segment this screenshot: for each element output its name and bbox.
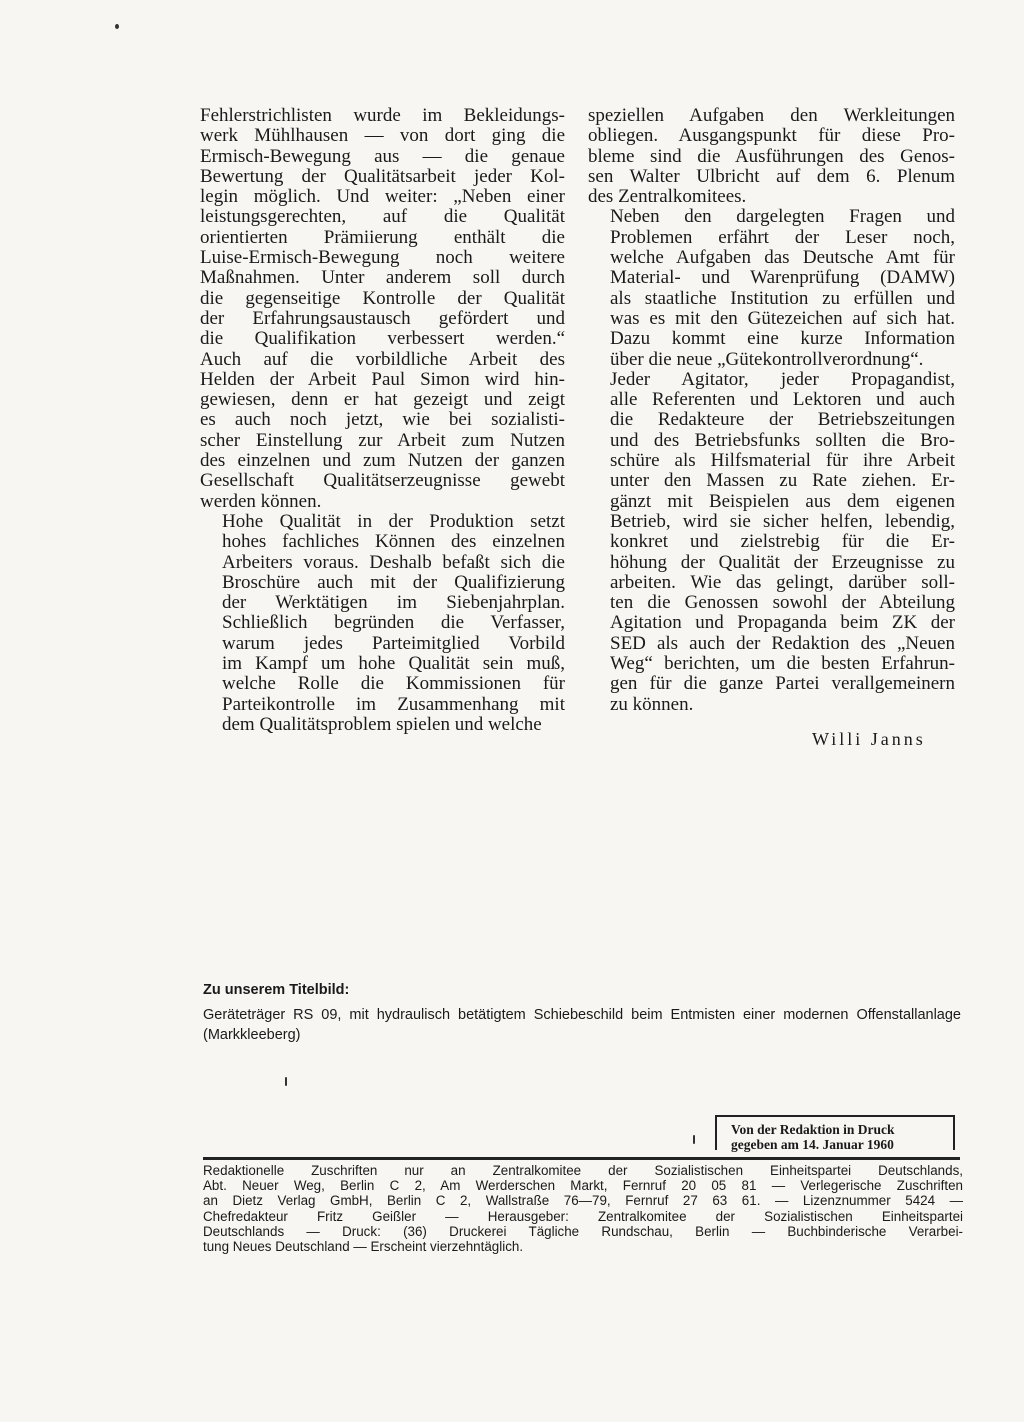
text-line: welche Aufgaben das Deutsche Amt für: [610, 247, 955, 269]
text-line: welche Rolle die Kommissionen für: [222, 673, 565, 695]
text-line: zu können.: [610, 693, 694, 715]
text-line: unter den Massen zu Rate ziehen. Er-: [610, 470, 955, 492]
paragraph: [200, 512, 565, 735]
imprint-line: an Dietz Verlag GmbH, Berlin C 2, Wallstraße 76—79, Fernruf 27 63 61. — Lizenznummer 5424 —: [203, 1193, 963, 1209]
text-line: schüre als Hilfsmaterial für ihre Arbeit: [610, 450, 955, 472]
text-line: Bewertung der Qualitätsarbeit jeder Kol-: [200, 165, 565, 187]
text-line: Neben den dargelegten Fragen und: [610, 206, 955, 228]
text-line: Weg“ berichten, um die besten Erfahrun-: [610, 653, 955, 675]
text-line: Schließlich begründen die Verfasser,: [222, 612, 565, 634]
text-line: als staatliche Institution zu erfüllen und: [610, 287, 955, 309]
text-line: Problemen erfährt der Leser noch,: [610, 226, 955, 248]
text-line: leistungsgerechten, auf die Qualität: [200, 206, 565, 228]
text-line: gänzt mit Beispielen aus dem eigenen: [610, 490, 955, 512]
text-line: über die neue „Gütekontrollverordnung“.: [610, 348, 924, 370]
press-date-box: [715, 1115, 955, 1150]
imprint-line: tung Neues Deutschland — Erscheint vierzehntäglich.: [203, 1239, 524, 1255]
text-line: SED als auch der Redaktion des „Neuen: [610, 632, 955, 654]
cover-caption-title: Zu unserem Titelbild:: [203, 982, 350, 998]
text-line: im Kampf um hohe Qualität sein muß,: [222, 653, 565, 675]
text-line: der Erfahrungsaustausch gefördert und: [200, 307, 565, 329]
right-column: [588, 106, 955, 715]
text-line: Maßnahmen. Unter anderem soll durch: [200, 267, 565, 289]
text-line: Jeder Agitator, jeder Propagandist,: [610, 368, 955, 390]
text-line: Agitation und Propaganda beim ZK der: [610, 612, 955, 634]
text-line: die Redakteure der Betriebszeitungen: [610, 409, 955, 431]
paragraph: [588, 370, 955, 715]
text-line: Dazu kommt eine kurze Information: [610, 328, 955, 350]
text-line: die Qualifikation verbessert werden.“: [200, 328, 565, 350]
cover-caption-text: Geräteträger RS 09, mit hydraulisch betätigtem Schiebeschild beim Entmisten einer modernen Offenstallanlage (Markkleeberg): [203, 1007, 961, 1043]
text-line: orientierten Prämiierung enthält die: [200, 226, 565, 248]
imprint-line: Chefredakteur Fritz Geißler — Herausgeber: Zentralkomitee der Sozialistischen Einheitspartei: [203, 1208, 963, 1224]
text-line: bleme sind die Ausführungen des Genos-: [588, 145, 955, 167]
text-line: gewiesen, denn er hat gezeigt und zeigt: [200, 389, 565, 411]
text-line: konkret und zielstrebig für die Er-: [610, 531, 955, 553]
print-speck: [285, 1077, 287, 1086]
text-line: sen Walter Ulbricht auf dem 6. Plenum: [588, 165, 955, 187]
text-line: höhung der Qualität der Erzeugnisse zu: [610, 551, 955, 573]
text-line: alle Referenten und Lektoren und auch: [610, 389, 955, 411]
text-line: Fehlerstrichlisten wurde im Bekleidungs-: [200, 105, 565, 126]
text-line: Arbeiters voraus. Deshalb befaßt sich die: [222, 551, 565, 573]
text-line: die gegenseitige Kontrolle der Qualität: [200, 287, 565, 309]
text-line: Luise-Ermisch-Bewegung noch weitere: [200, 247, 565, 269]
text-line: Betrieb, wird sie sicher helfen, lebendig,: [610, 510, 955, 532]
text-line: legin möglich. Und weiter: „Neben einer: [200, 186, 565, 208]
press-date-line-2: gegeben am 14. Januar 1960: [731, 1137, 894, 1152]
text-line: und des Betriebsfunks sollten die Bro-: [610, 429, 955, 451]
text-line: was es mit den Gütezeichen auf sich hat.: [610, 307, 955, 329]
text-line: Helden der Arbeit Paul Simon wird hin-: [200, 368, 565, 390]
imprint-line: Abt. Neuer Weg, Berlin C 2, Am Werderschen Markt, Fernruf 20 05 81 — Verlegerische Zuschriften: [203, 1178, 963, 1194]
imprint-line: Deutschlands — Druck: (36) Druckerei Tägliche Rundschau, Berlin — Buchbinderische Verarbei-: [203, 1223, 963, 1239]
text-line: es auch noch jetzt, wie bei sozialisti-: [200, 409, 565, 431]
text-line: Gesellschaft Qualitätserzeugnisse gewebt: [200, 470, 565, 492]
text-line: gen für die ganze Partei verallgemeinern: [610, 673, 955, 695]
imprint-rule: [203, 1157, 960, 1160]
text-line: Ermisch-Bewegung aus — die genaue: [200, 145, 565, 167]
text-line: Auch auf die vorbildliche Arbeit des: [200, 348, 565, 370]
text-line: werden können.: [200, 490, 322, 512]
text-line: werk Mühlhausen — von dort ging die: [200, 125, 565, 147]
text-line: hohes fachliches Können des einzelnen: [222, 531, 565, 553]
text-line: des einzelnen und zum Nutzen der ganzen: [200, 450, 565, 472]
imprint: [203, 1163, 963, 1254]
text-line: arbeiten. Wie das gelingt, darüber soll-: [610, 571, 955, 593]
paragraph: [200, 106, 565, 512]
author-signature: Willi Janns: [812, 729, 926, 749]
text-line: des Zentralkomitees.: [588, 186, 747, 208]
text-line: scher Einstellung zur Arbeit zum Nutzen: [200, 429, 565, 451]
text-line: speziellen Aufgaben den Werkleitungen: [588, 105, 955, 126]
text-line: Material- und Warenprüfung (DAMW): [610, 267, 955, 289]
text-line: Parteikontrolle im Zusammenhang mit: [222, 693, 565, 715]
press-date-line-1: Von der Redaktion in Druck: [731, 1122, 895, 1137]
text-line: Hohe Qualität in der Produktion setzt: [222, 510, 565, 532]
imprint-line: Redaktionelle Zuschriften nur an Zentralkomitee der Sozialistischen Einheitspartei Deutschlands,: [203, 1163, 963, 1178]
text-line: ten die Genossen sowohl der Abteilung: [610, 592, 955, 614]
text-line: Broschüre auch mit der Qualifizierung: [222, 571, 565, 593]
paragraph: [588, 106, 955, 207]
print-speck: [115, 24, 119, 29]
text-line: warum jedes Parteimitglied Vorbild: [222, 632, 565, 654]
left-column: [200, 106, 565, 735]
paragraph: [588, 207, 955, 369]
text-line: dem Qualitätsproblem spielen und welche: [222, 713, 542, 735]
print-speck: [693, 1135, 695, 1144]
text-line: der Werktätigen im Siebenjahrplan.: [222, 592, 565, 614]
text-line: obliegen. Ausgangspunkt für diese Pro-: [588, 125, 955, 147]
